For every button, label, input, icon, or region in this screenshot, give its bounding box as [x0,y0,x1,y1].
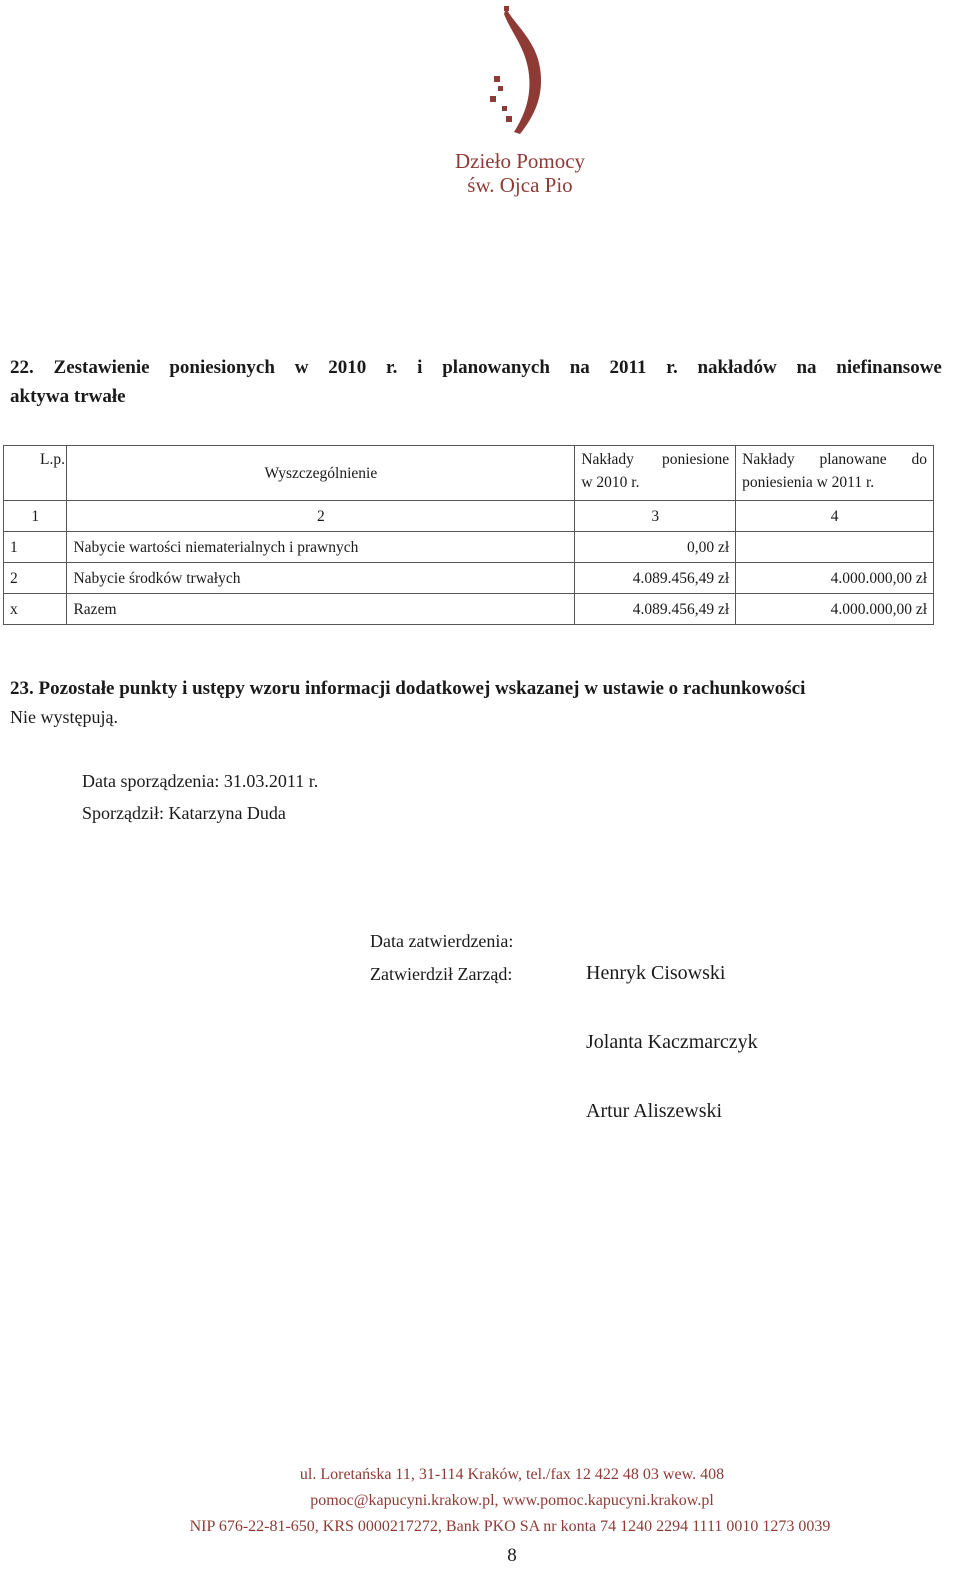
table-row [4,594,934,625]
row-incurred-2010: 4.089.456,49 zł [575,594,736,625]
section-23-body: Nie występują. [10,707,118,727]
section-22-title-line1: 22. Zestawienie poniesionych w 2010 r. i planowanych na 2011 r. nakładów na niefinansowe [10,357,942,378]
section-23-title: 23. Pozostałe punkty i ustępy wzoru informacji dodatkowej wskazanej w ustawie o rachunkowości [10,678,806,699]
row-planned-2011: 4.000.000,00 zł [736,594,934,625]
header-description: Wyszczególnienie [67,446,575,501]
numbering-cell: 1 [4,501,67,532]
table-row [4,532,934,563]
board-approval-label: Zatwierdził Zarząd: [370,964,513,984]
row-lp: x [4,594,67,625]
row-description: Nabycie środków trwałych [67,563,575,594]
approval-date-label: Data zatwierdzenia: [370,931,514,951]
expenditure-table [3,445,934,625]
footer-registry: NIP 676-22-81-650, KRS 0000217272, Bank PKO SA nr konta 74 1240 2294 1111 0010 1273 0039 [189,1518,831,1535]
numbering-cell: 3 [575,501,736,532]
table-header-row [4,446,934,501]
numbering-cell: 4 [736,501,934,532]
row-incurred-2010: 0,00 zł [575,532,736,563]
row-incurred-2010: 4.089.456,49 zł [575,563,736,594]
section-22-title-line2: aktywa trwałe [10,386,126,407]
logo-name-line1: Dzieło Pomocy [454,149,586,173]
row-description: Nabycie wartości niematerialnych i prawnych [67,532,575,563]
table-row [4,563,934,594]
signatory-name: Henryk Cisowski [586,962,726,984]
row-planned-2011 [736,532,934,563]
header-incurred-2010: Nakłady poniesione w 2010 r. [575,446,736,501]
row-description: Razem [67,594,575,625]
signatory-name: Artur Aliszewski [586,1100,723,1122]
footer-contact: pomoc@kapucyni.krakow.pl, www.pomoc.kapucyni.krakow.pl [310,1492,714,1509]
logo-name-line2: św. Ojca Pio [467,173,573,197]
header-lp: L.p. [4,446,67,501]
organization-logo [440,6,600,196]
row-lp: 1 [4,532,67,563]
logo-mark-icon [488,6,552,142]
footer-address: ul. Loretańska 11, 31-114 Kraków, tel./fax 12 422 48 03 wew. 408 [299,1466,725,1483]
signatory-name: Jolanta Kaczmarczyk [586,1031,758,1053]
header-planned-2011: Nakłady planowane do poniesienia w 2011 r. [736,446,934,501]
preparation-date: Data sporządzenia: 31.03.2011 r. [82,771,319,791]
row-lp: 2 [4,563,67,594]
table-numbering-row [4,501,934,532]
section-22-title [10,353,942,411]
row-planned-2011: 4.000.000,00 zł [736,563,934,594]
prepared-by: Sporządził: Katarzyna Duda [82,803,286,823]
numbering-cell: 2 [67,501,575,532]
page-number: 8 [507,1545,517,1566]
